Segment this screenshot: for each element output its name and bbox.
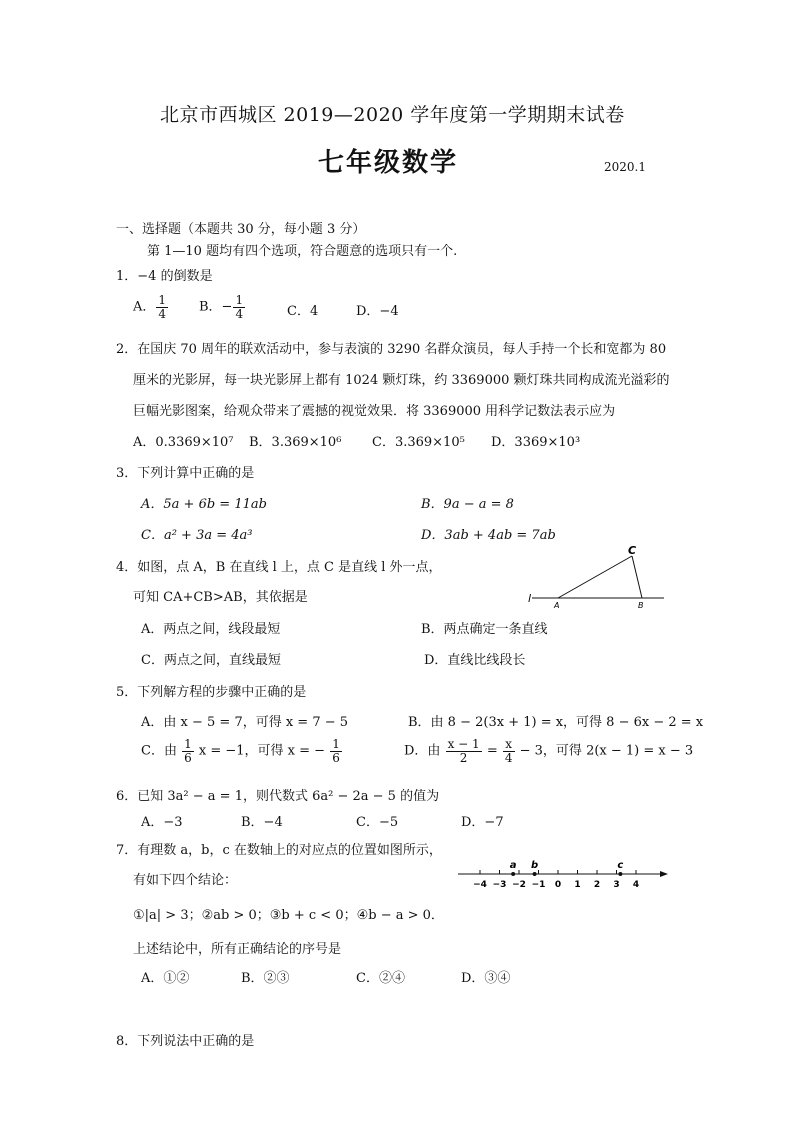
number-line-tick-label: 4 xyxy=(632,880,640,890)
q4-option-d: D．直线比线段长 xyxy=(424,653,526,668)
q1-a-fraction xyxy=(156,294,168,320)
q5-d-num-2: x xyxy=(503,738,515,752)
q1-b-fraction xyxy=(233,294,245,320)
q4-label-b: B xyxy=(638,601,644,610)
q5-d-fraction-1 xyxy=(446,738,482,764)
number-line-point-label: c xyxy=(617,860,624,871)
q5-c-den-2: 6 xyxy=(332,750,340,765)
q5-d-fraction-2 xyxy=(503,738,515,764)
q7-number-line xyxy=(456,856,676,896)
q7-option-a: A．①② xyxy=(141,971,190,986)
q2-option-a: A．0.3369×10⁷ xyxy=(133,435,234,450)
exam-title: 北京市西城区 2019—2020 学年度第一学期期末试卷 xyxy=(160,104,625,126)
q1-a-label: A． xyxy=(133,299,156,315)
q7-line-4: 上述结论中，所有正确结论的序号是 xyxy=(133,942,342,957)
section-heading: 一、选择题（本题共 30 分，每小题 3 分） xyxy=(116,222,366,237)
q5-d-prefix: D．由 xyxy=(404,743,441,759)
q5-d-num-1: x − 1 xyxy=(447,737,480,751)
number-line-point-label: b xyxy=(531,860,539,871)
q4-label-c: C xyxy=(628,544,637,557)
q6-stem: 6．已知 3a² − a = 1，则代数式 6a² − 2a − 5 的值为 xyxy=(116,789,440,804)
q5-c-num-2: 1 xyxy=(332,737,340,751)
q7-option-d: D．③④ xyxy=(461,971,511,986)
q4-label-a: A xyxy=(554,601,560,610)
q6-option-c: C．−5 xyxy=(356,815,399,830)
q1-a-den: 4 xyxy=(158,306,167,321)
q4-line-2: 可知 CA+CB>AB，其依据是 xyxy=(133,590,308,605)
q2-option-c: C．3.369×10⁵ xyxy=(372,435,465,450)
q3-option-d: D．3ab + 4ab = 7ab xyxy=(421,528,556,543)
q2-line-3: 巨幅光影图案，给观众带来了震撼的视觉效果．将 3369000 用科学记数法表示应为 xyxy=(133,404,616,419)
q1-a-num: 1 xyxy=(158,293,167,307)
q5-option-a: A．由 x − 5 = 7，可得 x = 7 − 5 xyxy=(141,715,349,730)
q6-option-b: B．−4 xyxy=(241,815,283,830)
q5-d-equals: = xyxy=(486,743,498,759)
number-line-arrow xyxy=(660,871,668,877)
q1-b-num: 1 xyxy=(235,293,244,307)
q5-d-suffix: − 3，可得 2(x − 1) = x − 3 xyxy=(519,743,694,759)
q7-line-1: 7．有理数 a，b，c 在数轴上的对应点的位置如图所示， xyxy=(116,843,442,858)
q7-option-b: B．②③ xyxy=(241,971,290,986)
q6-option-d: D．−7 xyxy=(461,815,504,830)
number-line-tick-label: −3 xyxy=(492,880,507,890)
q3-option-a: A．5a + 6b = 11ab xyxy=(141,497,267,512)
q5-c-middle: x = −1，可得 x = − xyxy=(198,743,326,759)
q1-b-label: B．− xyxy=(199,299,233,315)
q1-option-c: C．4 xyxy=(287,304,319,319)
q5-c-prefix: C．由 xyxy=(141,743,177,759)
q5-c-fraction-1 xyxy=(182,738,194,764)
q4-option-c: C．两点之间，直线最短 xyxy=(141,653,281,668)
number-line-tick-label: 2 xyxy=(593,880,601,890)
q5-option-c xyxy=(141,738,343,764)
number-line-tick-label: −1 xyxy=(531,880,546,890)
q5-c-fraction-2 xyxy=(330,738,342,764)
q7-line-2: 有如下四个结论： xyxy=(133,873,238,888)
q1-option-b xyxy=(199,294,246,320)
number-line-tick-label: −2 xyxy=(512,880,526,890)
q1-stem: 1．−4 的倒数是 xyxy=(116,269,213,284)
q6-option-a: A．−3 xyxy=(141,815,183,830)
q1-b-den: 4 xyxy=(235,306,244,321)
exam-subject: 七年级数学 xyxy=(318,148,459,178)
q2-line-1: 2．在国庆 70 周年的联欢活动中，参与表演的 3290 名群众演员，每人手持一个长和宽都为 80 xyxy=(116,342,667,357)
q2-line-2: 厘米的光影屏，每一块光影屏上都有 1024 颗灯珠，约 3369000 颗灯珠共同构成流光溢彩的 xyxy=(133,373,670,388)
q5-stem: 5．下列解方程的步骤中正确的是 xyxy=(116,685,307,700)
q4-segment-cb xyxy=(632,556,642,598)
q2-option-b: B．3.369×10⁶ xyxy=(249,435,342,450)
q5-option-b: B．由 8 − 2(3x + 1) = x，可得 8 − 6x − 2 = x xyxy=(408,715,704,730)
number-line-point-a xyxy=(511,872,515,876)
q4-option-b: B．两点确定一条直线 xyxy=(421,622,548,637)
q4-line-1: 4．如图，点 A，B 在直线 l 上，点 C 是直线 l 外一点， xyxy=(116,560,442,575)
q3-option-c: C．a² + 3a = 4a³ xyxy=(141,528,253,543)
q5-d-den-1: 2 xyxy=(459,750,468,765)
number-line-point-b xyxy=(533,872,537,876)
q1-option-d: D．−4 xyxy=(356,304,399,319)
q4-option-a: A．两点之间，线段最短 xyxy=(141,622,281,637)
exam-date: 2020.1 xyxy=(604,160,646,174)
q5-c-den-1: 6 xyxy=(184,750,192,765)
q4-label-l: l xyxy=(528,592,532,605)
q4-segment-ca xyxy=(558,556,632,598)
q3-stem: 3．下列计算中正确的是 xyxy=(116,466,255,481)
q2-option-d: D．3369×10³ xyxy=(491,435,581,450)
number-line-tick-label: 3 xyxy=(613,880,620,890)
number-line-tick-label: 0 xyxy=(554,880,562,890)
number-line-tick-label: 1 xyxy=(574,880,581,890)
q5-option-d xyxy=(404,738,693,764)
q7-option-c: C．②④ xyxy=(356,971,405,986)
q5-c-num-1: 1 xyxy=(184,737,192,751)
number-line-point-label: a xyxy=(509,860,517,871)
q4-figure xyxy=(524,540,674,612)
q5-d-den-2: 4 xyxy=(504,750,513,765)
q3-option-b: B．9a − a = 8 xyxy=(421,497,514,512)
q1-option-a xyxy=(133,294,169,320)
number-line-point-c xyxy=(618,872,622,876)
section-instruction: 第 1—10 题均有四个选项，符合题意的选项只有一个. xyxy=(147,244,458,259)
q8-stem: 8．下列说法中正确的是 xyxy=(116,1034,255,1049)
q7-line-3: ①|a| > 3；②ab > 0；③b + c < 0；④b − a > 0． xyxy=(133,908,444,923)
number-line-tick-label: −4 xyxy=(473,880,487,890)
